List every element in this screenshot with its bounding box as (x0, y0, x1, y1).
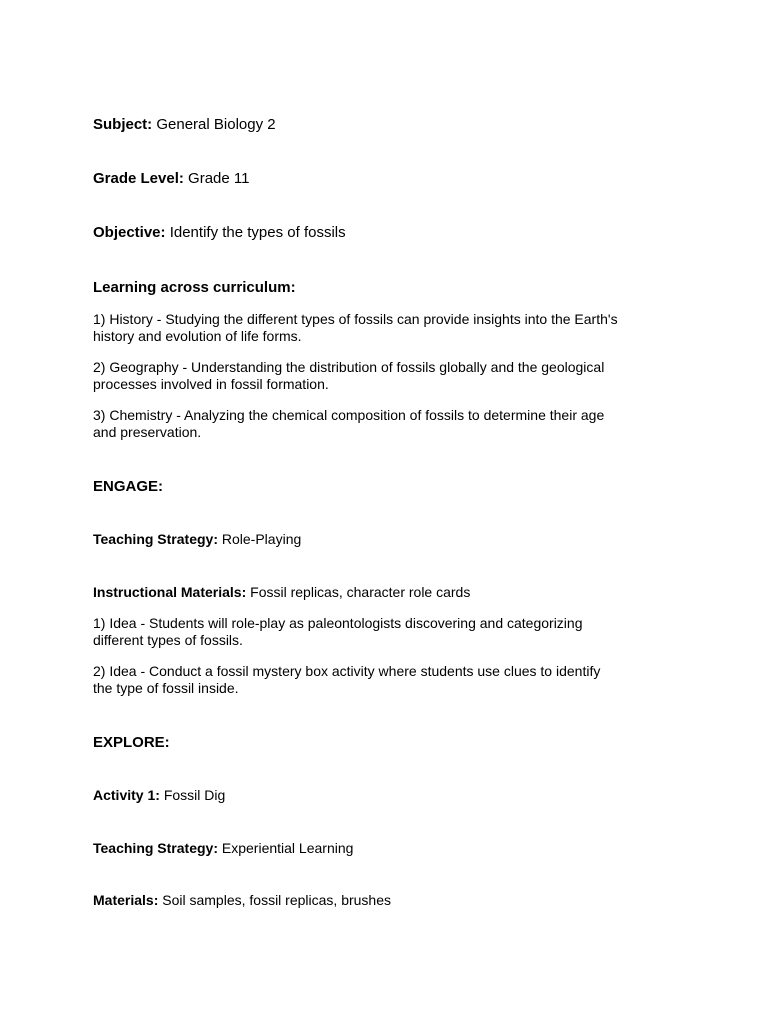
explore-activity-value: Fossil Dig (163, 787, 226, 803)
explore-strategy-label: Teaching Strategy: (93, 840, 218, 856)
engage-materials-value: Fossil replicas, character role cards (250, 584, 471, 600)
engage-heading (93, 478, 683, 496)
objective-label: Objective: (93, 224, 166, 241)
explore-heading (93, 734, 683, 752)
explore-strategy-value: Experiential Learning (221, 840, 354, 856)
curriculum-heading (93, 279, 683, 297)
grade-label: Grade Level: (93, 170, 184, 187)
curriculum-item-line: and preservation. (93, 424, 202, 440)
subject-line (93, 116, 683, 134)
engage-strategy-line (93, 531, 683, 548)
curriculum-item-line: history and evolution of life forms. (93, 328, 302, 344)
curriculum-item-line: processes involved in fossil formation. (93, 376, 329, 392)
curriculum-heading-text: Learning across curriculum: (93, 279, 296, 296)
engage-heading-text: ENGAGE: (93, 478, 164, 495)
engage-idea-1 (93, 615, 683, 649)
curriculum-item-geography (93, 359, 683, 393)
grade-level-line (93, 170, 683, 188)
subject-value: General Biology 2 (156, 116, 276, 133)
curriculum-item-history (93, 311, 683, 345)
explore-strategy-line (93, 840, 683, 857)
subject-label: Subject: (93, 116, 153, 133)
engage-strategy-label: Teaching Strategy: (93, 531, 218, 547)
engage-materials-label: Instructional Materials: (93, 584, 247, 600)
grade-value: Grade 11 (188, 170, 250, 187)
idea-line: 1) Idea - Students will role-play as paleontologists discovering and categorizing (93, 615, 583, 631)
engage-materials-line (93, 584, 683, 601)
curriculum-item-line: 3) Chemistry - Analyzing the chemical composition of fossils to determine their age (93, 407, 605, 423)
curriculum-item-line: 1) History - Studying the different types of fossils can provide insights into the Earth's (93, 311, 618, 327)
curriculum-item-chemistry (93, 407, 683, 441)
idea-line: different types of fossils. (93, 632, 243, 648)
engage-idea-2 (93, 663, 683, 697)
explore-materials-label: Materials: (93, 892, 159, 908)
explore-materials-line (93, 892, 683, 909)
objective-value: Identify the types of fossils (169, 224, 346, 241)
idea-line: the type of fossil inside. (93, 680, 239, 696)
explore-activity-line (93, 787, 683, 804)
engage-strategy-value: Role-Playing (221, 531, 302, 547)
explore-activity-label: Activity 1: (93, 787, 160, 803)
objective-line (93, 224, 683, 242)
explore-heading-text: EXPLORE: (93, 734, 170, 751)
idea-line: 2) Idea - Conduct a fossil mystery box activity where students use clues to identify (93, 663, 601, 679)
curriculum-item-line: 2) Geography - Understanding the distribution of fossils globally and the geological (93, 359, 605, 375)
explore-materials-value: Soil samples, fossil replicas, brushes (162, 892, 392, 908)
